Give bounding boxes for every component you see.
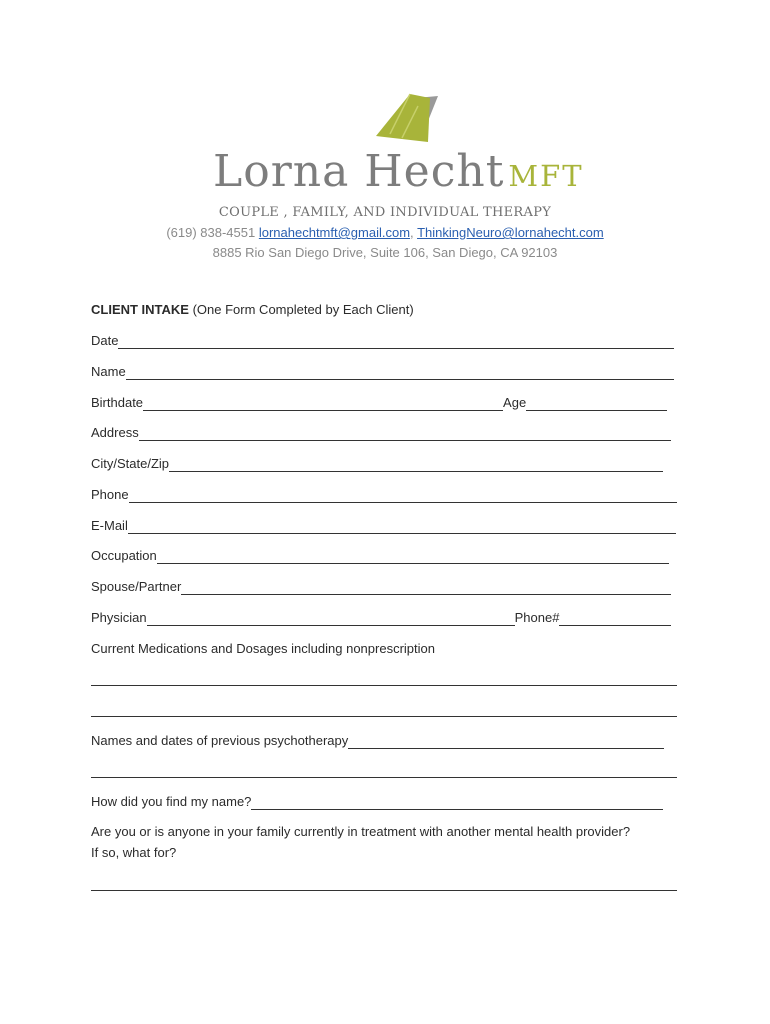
email-link-primary[interactable]: lornahechtmft@gmail.com [258, 225, 411, 240]
occupation-row [91, 546, 669, 564]
phone-field[interactable] [129, 488, 677, 503]
email-separator: , [410, 225, 414, 240]
occupation-field[interactable] [157, 549, 669, 564]
find-field[interactable] [251, 795, 663, 810]
age-label: Age [503, 395, 527, 410]
medications-line-2[interactable] [91, 701, 677, 717]
age-field[interactable] [526, 396, 667, 411]
physician-label: Physician [91, 610, 147, 625]
address-label: Address [91, 425, 139, 440]
date-field[interactable] [118, 334, 674, 349]
treatment-question-line-1: Are you or is anyone in your family currently in treatment with another mental health provider? [91, 824, 631, 839]
name-field[interactable] [126, 365, 674, 380]
treatment-question [91, 821, 683, 863]
date-row [91, 331, 674, 349]
address-field[interactable] [139, 426, 671, 441]
form-title-rest: (One Form Completed by Each Client) [188, 302, 414, 317]
letterhead [0, 0, 770, 270]
email-link-secondary[interactable]: ThinkingNeuro@lornahecht.com [417, 225, 604, 240]
spouse-row [91, 577, 671, 595]
tagline: COUPLE , FAMILY, AND INDIVIDUAL THERAPY [218, 205, 552, 220]
physician-row [91, 608, 671, 626]
brand-name: Lorna Hecht [213, 146, 505, 197]
city-row [91, 454, 663, 472]
psychotherapy-row [91, 731, 664, 749]
logo-leaf-icon [372, 92, 442, 152]
email-row [91, 516, 676, 534]
form-title-bold: CLIENT INTAKE [91, 302, 189, 317]
form-title [91, 300, 414, 318]
treatment-question-line-2: If so, what for? [91, 845, 177, 860]
name-label: Name [91, 364, 126, 379]
spouse-label: Spouse/Partner [91, 579, 182, 594]
occupation-label: Occupation [91, 548, 157, 563]
psychotherapy-line-2[interactable] [91, 762, 677, 778]
brand-logo [213, 146, 584, 197]
email-field[interactable] [128, 519, 676, 534]
phone-row [91, 485, 677, 503]
date-label: Date [91, 333, 119, 348]
physician-phone-field[interactable] [559, 611, 671, 626]
birthdate-field[interactable] [143, 396, 503, 411]
birthdate-row [91, 393, 667, 411]
find-label: How did you find my name? [91, 794, 252, 809]
email-label: E-Mail [91, 518, 128, 533]
city-label: City/State/Zip [91, 456, 170, 471]
phone-label: Phone [91, 487, 129, 502]
medications-label: Current Medications and Dosages including nonprescription [91, 641, 435, 656]
address-row [91, 423, 671, 441]
contact-line [0, 225, 770, 240]
spouse-field[interactable] [181, 580, 671, 595]
medications-line-1[interactable] [91, 670, 677, 686]
find-row [91, 792, 663, 810]
name-row [91, 362, 674, 380]
brand-suffix: MFT [508, 159, 584, 193]
treatment-answer-line[interactable] [91, 875, 677, 891]
city-field[interactable] [169, 457, 663, 472]
phone-number: (619) 838-4551 [166, 225, 256, 240]
office-address: 8885 Rio San Diego Drive, Suite 106, San Diego, CA 92103 [212, 245, 558, 260]
physician-phone-label: Phone# [514, 610, 560, 625]
medications-row [91, 639, 435, 657]
birthdate-label: Birthdate [91, 395, 144, 410]
psychotherapy-label: Names and dates of previous psychotherapy [91, 733, 349, 748]
psychotherapy-field[interactable] [348, 734, 664, 749]
physician-field[interactable] [147, 611, 515, 626]
